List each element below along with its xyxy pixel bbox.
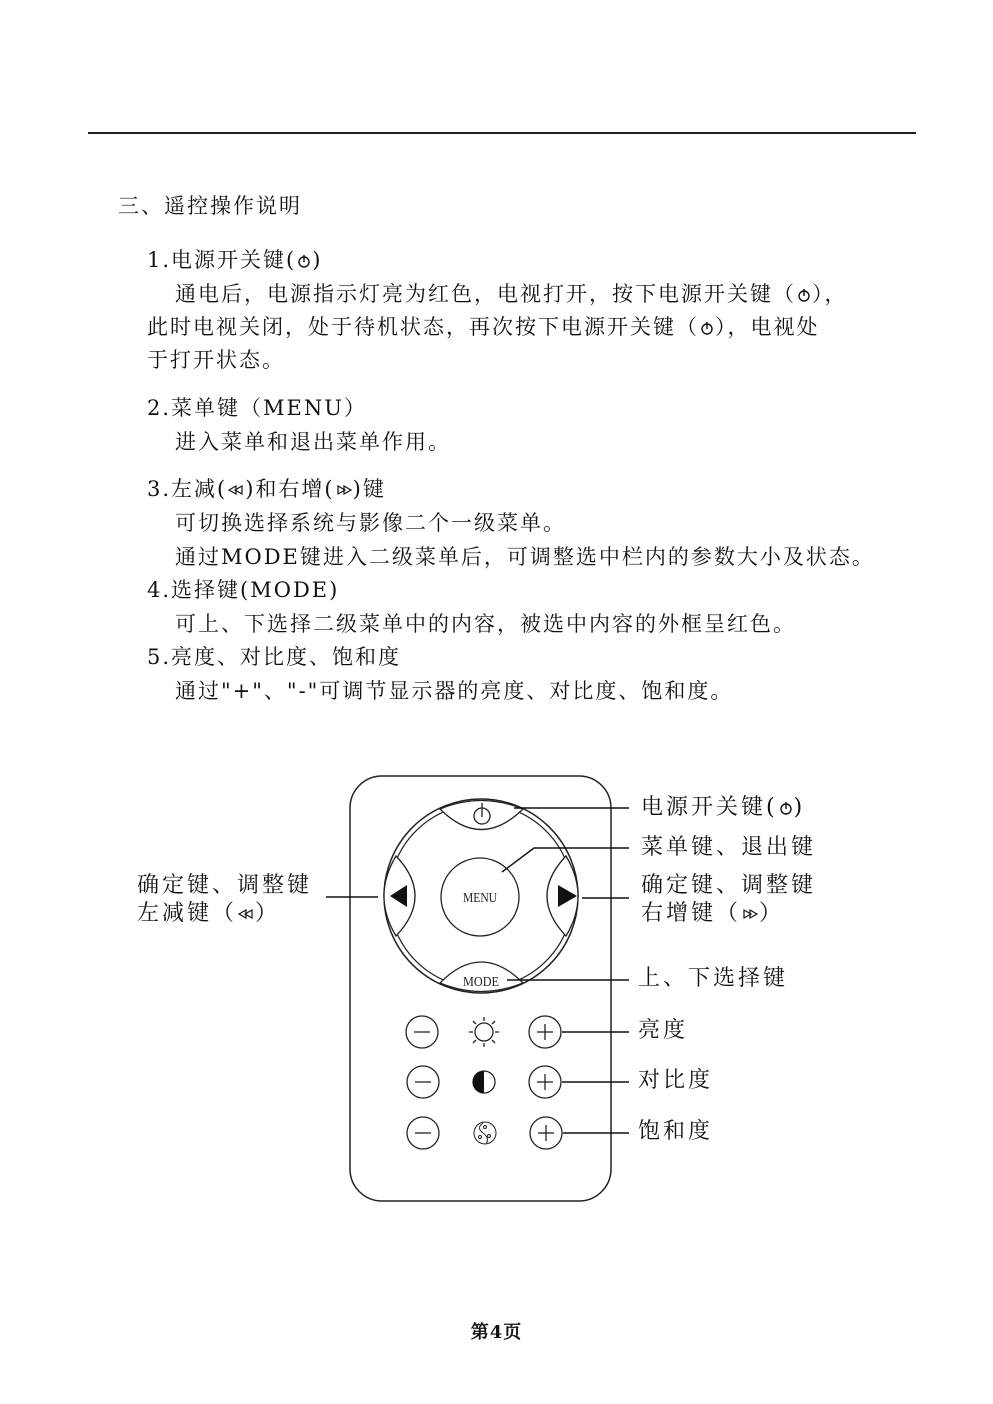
item-1-heading-suffix: ) — [312, 248, 323, 272]
callout-right-line-1: 确定键、调整键 — [641, 873, 817, 898]
item-5-body-line-1: 通过"+"、"-"可调节显示器的亮度、对比度、饱和度。 — [175, 679, 734, 703]
item-4-body-line-1: 可上、下选择二级菜单中的内容，被选中内容的外框呈红色。 — [175, 612, 796, 636]
item-3-body-line-1: 可切换选择系统与影像二个一级菜单。 — [175, 511, 566, 535]
callout-mode-select: 上、下选择键 — [638, 966, 789, 991]
item-1-body-line-3: 于打开状态。 — [147, 348, 285, 372]
contrast-plus-button[interactable] — [529, 1066, 561, 1098]
text: ），电视处 — [715, 315, 820, 339]
item-5-heading: 5.亮度、对比度、饱和度 — [147, 645, 402, 669]
brightness-plus-button[interactable] — [529, 1016, 561, 1048]
power-icon — [778, 798, 794, 816]
saturation-plus-button[interactable] — [530, 1117, 562, 1149]
text: ) — [793, 795, 806, 820]
text: 右增键（ — [641, 901, 742, 926]
menu-button-label: MENU — [463, 891, 497, 906]
contrast-icon — [473, 1071, 495, 1093]
page-number: 第4页 — [470, 1322, 523, 1343]
item-2-body-line-1: 进入菜单和退出菜单作用。 — [175, 430, 451, 454]
mode-button[interactable] — [440, 962, 523, 992]
item-2-heading: 2.菜单键（MENU） — [147, 396, 367, 420]
text: ） — [255, 901, 281, 926]
text: ） — [759, 901, 785, 926]
rewind-icon — [237, 906, 255, 922]
item-1-heading-text: 1.电源开关键( — [147, 248, 297, 272]
text: ）， — [812, 282, 848, 306]
callout-saturation: 饱和度 — [638, 1119, 714, 1144]
callout-brightness: 亮度 — [638, 1018, 689, 1043]
item-4-heading: 4.选择键(MODE) — [147, 578, 340, 602]
text: 电源开关键( — [641, 795, 778, 820]
text: 左减键（ — [137, 901, 238, 926]
callout-contrast: 对比度 — [638, 1068, 714, 1093]
contrast-minus-button[interactable] — [407, 1066, 439, 1098]
text: )键 — [352, 477, 386, 501]
brightness-minus-button[interactable] — [406, 1016, 438, 1048]
callout-right-line-2 — [641, 900, 784, 928]
callout-menu-exit: 菜单键、退出键 — [641, 835, 817, 860]
callout-left-line-2 — [137, 900, 280, 928]
section-title: 三、遥控操作说明 — [118, 194, 302, 218]
fast-forward-icon — [741, 906, 759, 922]
text: 通电后，电源指示灯亮为红色，电视打开，按下电源开关键（ — [175, 282, 796, 306]
mode-button-label: MODE — [463, 975, 499, 990]
saturation-icon — [474, 1122, 496, 1144]
power-button[interactable] — [440, 801, 523, 830]
sun-icon — [469, 1017, 499, 1047]
item-3-body-line-2: 通过MODE键进入二级菜单后，可调整选中栏内的参数大小及状态。 — [175, 545, 875, 569]
text: 3.左减( — [147, 477, 228, 501]
text: )和右增( — [245, 477, 335, 501]
saturation-minus-button[interactable] — [407, 1117, 439, 1149]
menu-button[interactable] — [441, 858, 519, 936]
callout-power — [641, 794, 805, 822]
text: 此时电视关闭，处于待机状态，再次按下电源开关键（ — [147, 315, 699, 339]
callout-left-line-1: 确定键、调整键 — [137, 873, 313, 898]
